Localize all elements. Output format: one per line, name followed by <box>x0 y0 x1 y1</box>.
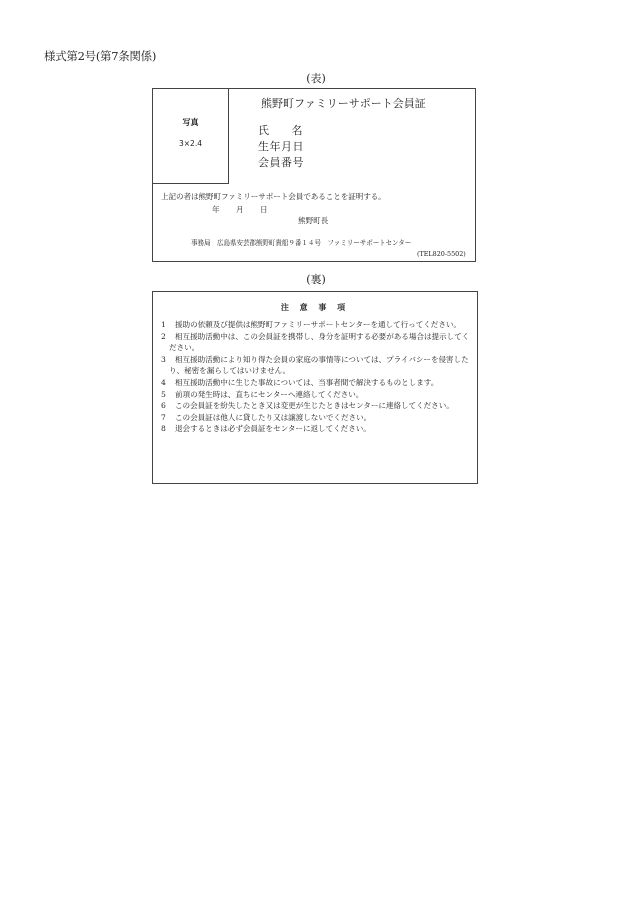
form-number: 様式第2号(第7条関係) <box>44 49 157 63</box>
note-item: 1 援助の依頼及び提供は熊野町ファミリーサポートセンターを通して行ってください。 <box>161 320 461 329</box>
office-phone: (TEL820-5502) <box>417 250 466 258</box>
field-dob-label: 生年月日 <box>258 140 304 153</box>
notes-list <box>161 319 473 435</box>
office-address: 事務局 広島県安芸郡熊野町貴船９番１４号 ファミリーサポートセンター <box>191 239 412 247</box>
back-side-label: (裏) <box>306 273 326 286</box>
certification-text: 上記の者は熊野町ファミリーサポート会員であることを証明する。 <box>161 192 386 201</box>
note-item: 8 退会するときは必ず会員証をセンターに返してください。 <box>161 424 371 434</box>
note-item: 2 相互援助活動中は、この会員証を携帯し、身分を証明する必要がある場合は提示してください。 <box>161 331 470 353</box>
photo-size: 3×2.4 <box>179 139 202 148</box>
note-item: 5 前項の発生時は、直ちにセンターへ連絡してください。 <box>161 389 364 399</box>
note-item: 3 相互援助活動により知り得た会員の家庭の事情等については、プライバシーを侵害したり、秘密を漏らしてはいけません。 <box>161 354 469 376</box>
field-name-label: 氏 名 <box>258 124 303 137</box>
membership-card-front <box>152 88 476 262</box>
issuer: 熊野町長 <box>298 216 329 225</box>
issue-date-line: 年 月 日 <box>212 205 268 214</box>
photo-label: 写真 <box>182 118 199 127</box>
note-item: 7 この会員証は他人に貸したり又は譲渡しないでください。 <box>161 412 372 422</box>
field-member-number-label: 会員番号 <box>258 156 304 169</box>
front-side-label: (表) <box>306 72 326 85</box>
note-item: 6 この会員証を紛失したとき又は変更が生じたときはセンターに連絡してください。 <box>161 401 454 411</box>
membership-card-back <box>152 291 478 484</box>
photo-placeholder <box>152 88 229 184</box>
note-item: 4 相互援助活動中に生じた事故については、当事者間で解決するものとします。 <box>161 377 439 387</box>
notes-title: 注 意 事 項 <box>280 303 350 312</box>
card-title: 熊野町ファミリーサポート会員証 <box>261 97 426 110</box>
